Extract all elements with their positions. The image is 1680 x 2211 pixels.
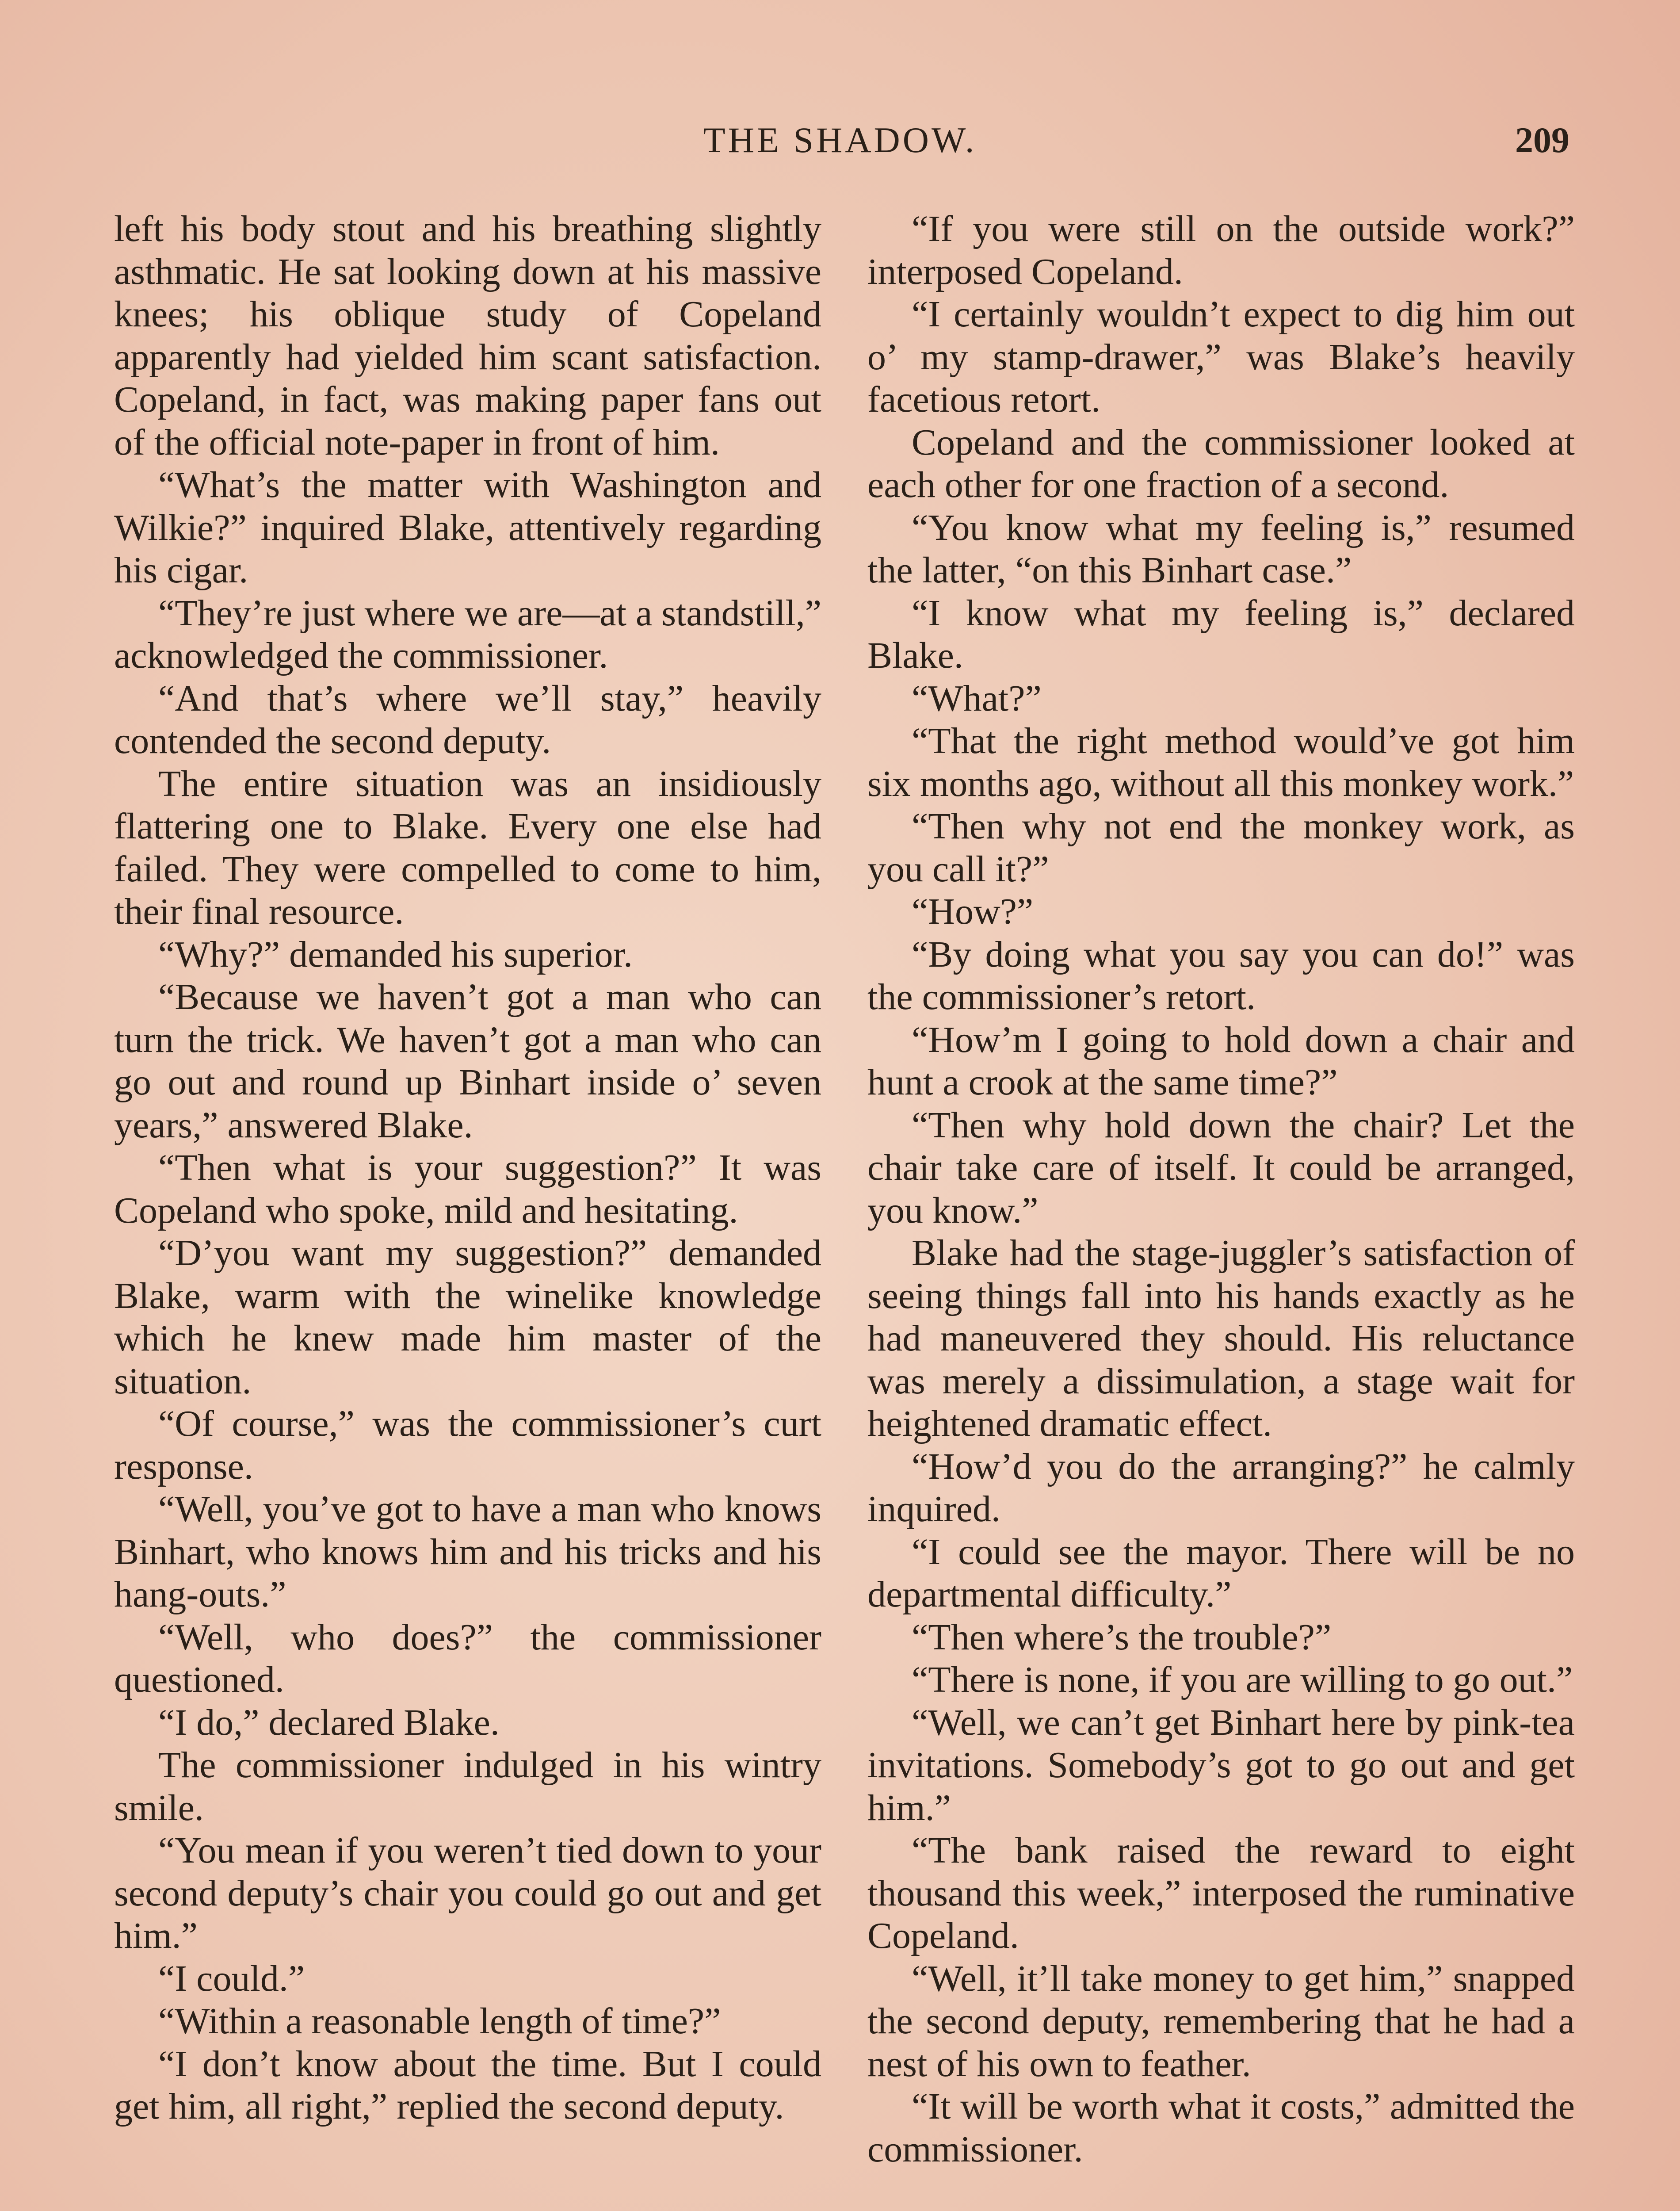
paragraph: “It will be worth what it costs,” admitted the commissioner. bbox=[867, 2086, 1575, 2170]
paragraph: “Because we haven’t got a man who can turn the trick. We haven’t got a man who can go out and round up Binhart inside o’ seven years,” answered Blake. bbox=[114, 976, 821, 1146]
paragraph: “How’m I going to hold down a chair and hunt a crook at the same time?” bbox=[867, 1019, 1575, 1103]
right-text-column bbox=[867, 208, 1575, 2171]
running-header bbox=[111, 116, 1569, 164]
paragraph: “That the right method would’ve got him six months ago, without all this monkey work.” bbox=[867, 720, 1575, 804]
paragraph: The entire situation was an insidiously flattering one to Blake. Every one else had failed. They were compelled to come to him, their final resource. bbox=[114, 763, 821, 932]
paragraph: Blake had the stage-juggler’s satisfaction of seeing things fall into his hands exactly as he had maneuvered they should. His reluctance was merely a dissimulation, a stage wait for heightened dramatic effect. bbox=[867, 1232, 1575, 1444]
paragraph: “By doing what you say you can do!” was the commissioner’s retort. bbox=[867, 933, 1575, 1018]
paragraph: “You mean if you weren’t tied down to your second deputy’s chair you could go out and get him.” bbox=[114, 1830, 821, 1956]
paragraph: “I certainly wouldn’t expect to dig him out o’ my stamp-drawer,” was Blake’s heavily facetious retort. bbox=[867, 294, 1575, 420]
paragraph: Copeland and the commissioner looked at each other for one fraction of a second. bbox=[867, 421, 1575, 505]
paragraph: “Then what is your suggestion?” It was Copeland who spoke, mild and hesitating. bbox=[114, 1147, 821, 1231]
paragraph: “I know what my feeling is,” declared Blake. bbox=[867, 592, 1575, 676]
paragraph: “Well, you’ve got to have a man who knows Binhart, who knows him and his tricks and his hang-outs.” bbox=[114, 1488, 821, 1615]
paragraph: “Well, who does?” the commissioner questioned. bbox=[114, 1616, 821, 1700]
paragraph: “Then why hold down the chair? Let the chair take care of itself. It could be arranged, you know.” bbox=[867, 1104, 1575, 1231]
paragraph: “Why?” demanded his superior. bbox=[158, 933, 633, 975]
page-number: 209 bbox=[1515, 120, 1569, 160]
paragraph: “How?” bbox=[912, 891, 1034, 932]
paragraph: “Well, it’ll take money to get him,” snapped the second deputy, remembering that he had a nest of his own to feather. bbox=[867, 1958, 1575, 2085]
paragraph: left his body stout and his breathing slightly asthmatic. He sat looking down at his massive knees; his oblique study of Copeland apparently had yielded him scant satisfaction. Copeland, in fact, was making paper fans out of the official note-paper in front of him. bbox=[114, 208, 821, 463]
paragraph: “What’s the matter with Washington and Wilkie?” inquired Blake, attentively regarding his cigar. bbox=[114, 464, 821, 591]
paragraph: “I don’t know about the time. But I could get him, all right,” replied the second deputy. bbox=[114, 2043, 821, 2127]
paragraph: “The bank raised the reward to eight thousand this week,” interposed the ruminative Copeland. bbox=[867, 1830, 1575, 1956]
left-text-column bbox=[114, 208, 821, 2128]
paragraph: “Well, we can’t get Binhart here by pink-tea invitations. Somebody’s got to go out and get him.” bbox=[867, 1702, 1575, 1828]
paragraph: “I could see the mayor. There will be no departmental difficulty.” bbox=[867, 1531, 1575, 1615]
running-title: THE SHADOW. bbox=[703, 120, 977, 160]
paragraph: “Within a reasonable length of time?” bbox=[158, 2001, 721, 2042]
paragraph: “You know what my feeling is,” resumed the latter, “on this Binhart case.” bbox=[867, 507, 1575, 591]
paragraph: The commissioner indulged in his wintry smile. bbox=[114, 1744, 821, 1828]
paragraph: “Of course,” was the commissioner’s curt response. bbox=[114, 1403, 821, 1487]
paragraph: “There is none, if you are willing to go out.” bbox=[912, 1659, 1573, 1700]
paragraph: “I could.” bbox=[158, 1958, 305, 1999]
paragraph: “What?” bbox=[912, 677, 1042, 719]
paragraph: “Then where’s the trouble?” bbox=[912, 1616, 1332, 1658]
paragraph: “And that’s where we’ll stay,” heavily contended the second deputy. bbox=[114, 677, 821, 761]
paragraph: “Then why not end the monkey work, as you call it?” bbox=[867, 806, 1575, 890]
paragraph: “How’d you do the arranging?” he calmly inquired. bbox=[867, 1446, 1575, 1530]
paragraph: “I do,” declared Blake. bbox=[158, 1702, 500, 1743]
paragraph: “If you were still on the outside work?” interposed Copeland. bbox=[867, 208, 1575, 292]
paragraph: “D’you want my suggestion?” demanded Blake, warm with the winelike knowledge which he knew made him master of the situation. bbox=[114, 1232, 821, 1402]
paragraph: “They’re just where we are—at a standstill,” acknowledged the commissioner. bbox=[114, 592, 821, 676]
